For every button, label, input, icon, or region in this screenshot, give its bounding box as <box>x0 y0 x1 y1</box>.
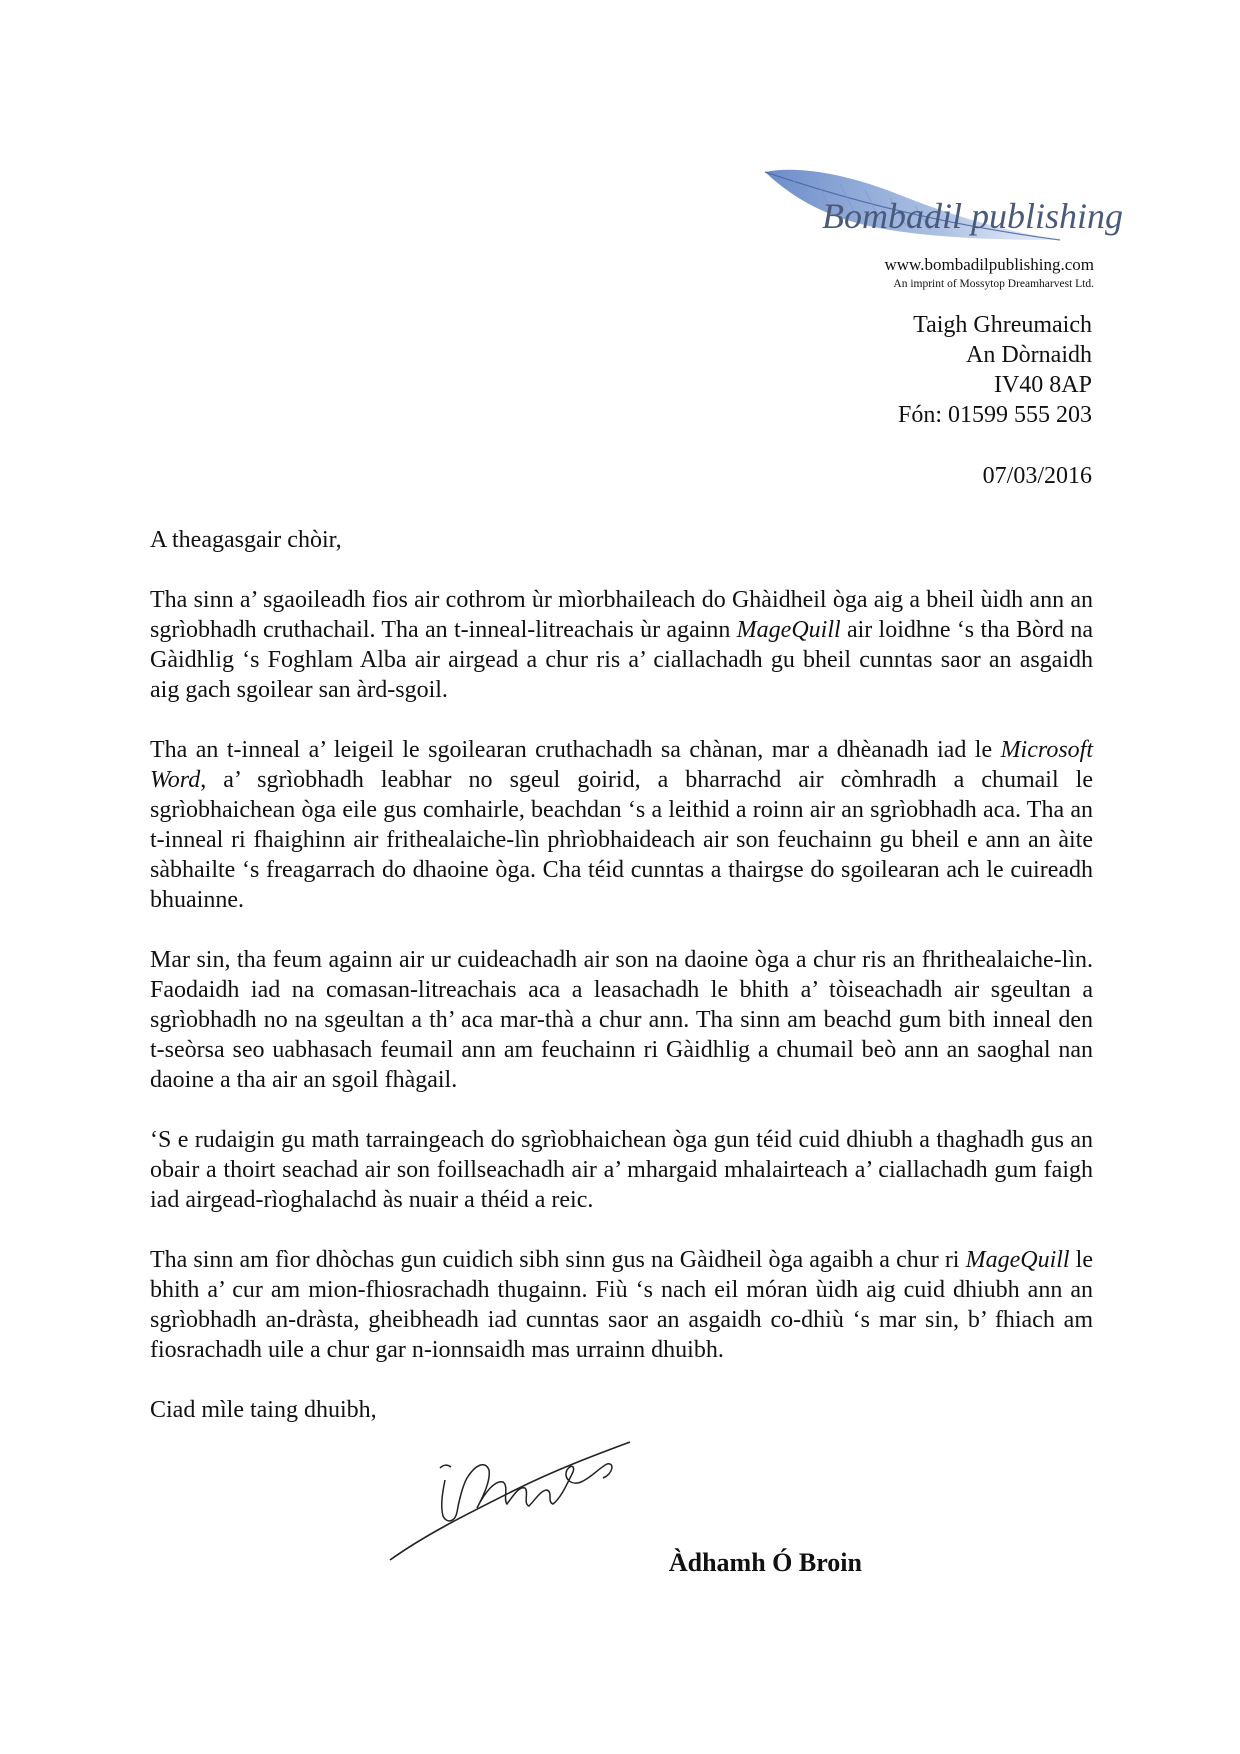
closing: Ciad mìle taing dhuibh, <box>150 1397 377 1423</box>
sender-address <box>898 310 1092 430</box>
website-url[interactable]: www.bombadilpublishing.com <box>884 255 1094 274</box>
address-line-1: Taigh Ghreumaich <box>913 312 1092 338</box>
paragraph-2-text-a: Tha an t-inneal a’ leigeil le sgoilearan cruthachadh sa chànan, mar a dhèanadh iad le <box>150 737 1001 763</box>
paragraph-2-text-b: , a’ sgrìobhadh leabhar no sgeul goirid, a bharrachd air còmhradh a chumail le sgrìobhaichean òga eile gus comhairle, beachdan ‘s a leithid a roinn air an sgrìobhadh aca. Tha an t-inneal ri fhaighinn air frithealaiche-lìn phrìobhaideach air son feuchainn gu bheil e ann an àite sàbhailte ‘s freagarrach do dhaoine òga. Cha téid cunntas a thairgse do sgoilearan ach le cuireadh bhuainne. <box>150 767 1093 913</box>
paragraph-3: Mar sin, tha feum againn air ur cuideachadh air son na daoine òga a chur ris an fhrithealaiche-lìn. Faodaidh iad na comasan-litreachais aca a leasachadh le bhith a’ tòiseachadh air sgeultan a sgrìobhadh no na sgeultan a th’ aca mar-thà a chur ann. Tha sinn am beachd gum bith inneal den t-seòrsa seo uabhasach feumail ann am feuchainn ri Gàidhlig a chumail beò ann an saoghal nan daoine a tha air an sgoil fhàgail. <box>150 947 1093 1093</box>
paragraph-1 <box>150 585 1093 705</box>
signer-name: Àdhamh Ó Broin <box>668 1548 862 1577</box>
product-name: MageQuill <box>965 1247 1070 1273</box>
handwritten-signature <box>385 1420 645 1570</box>
paragraph-5 <box>150 1245 1093 1365</box>
letterhead <box>760 160 1124 295</box>
paragraph-5-text-b: le bhith a’ cur am mion-fhiosrachadh thugainn. Fiù ‘s nach eil móran ùidh aig cuid dhiubh ann an sgrìobhadh an-dràsta, gheibheadh iad cunntas saor an asgaidh co-dhiù ‘s mar sin, b’ fhiach am fiosrachadh uile a chur gar n-ionnsaidh mas urrainn dhuibh. <box>150 1247 1094 1363</box>
salutation: A theagasgair chòir, <box>150 527 342 553</box>
address-line-2: An Dòrnaidh <box>966 342 1092 368</box>
paragraph-1-text-b: air loidhne ‘s tha Bòrd na Gàidhlig ‘s Foghlam Alba air airgead a chur ris a’ ciallachadh gu bheil cunntas saor an asgaidh aig gach sgoilear san àrd-sgoil. <box>150 617 1093 703</box>
paragraph-5-text-a: Tha sinn am fìor dhòchas gun cuidich sibh sinn gus na Gàidheil òga agaibh a chur ri <box>150 1247 966 1273</box>
letter-body <box>150 525 1093 1455</box>
paragraph-2 <box>150 735 1093 915</box>
software-name: Microsoft Word <box>150 737 1093 793</box>
address-line-3: IV40 8AP <box>993 372 1092 398</box>
paragraph-4: ‘S e rudaigin gu math tarraingeach do sgrìobhaichean òga gun téid cuid dhiubh a thaghadh gus an obair a thoirt seachad air son foillseachadh air a’ mhargaid mhalairteach a’ ciallachadh gum faigh iad airgead-rìoghalachd às nuair a théid a reic. <box>150 1127 1093 1213</box>
letter-date: 07/03/2016 <box>982 463 1092 489</box>
logo-wordmark: Bombadil publishing <box>822 196 1124 236</box>
paragraph-1-text-a: Tha sinn a’ sgaoileadh fios air cothrom ùr mìorbhaileach do Ghàidheil òga aig a bheil ùidh ann an sgrìobhadh cruthachail. Tha an t-inneal-litreachais ùr againn <box>150 587 1093 643</box>
address-phone: Fón: 01599 555 203 <box>897 402 1092 428</box>
imprint-line: An imprint of Mossytop Dreamharvest Ltd. <box>893 278 1094 290</box>
product-name: MageQuill <box>736 617 841 643</box>
